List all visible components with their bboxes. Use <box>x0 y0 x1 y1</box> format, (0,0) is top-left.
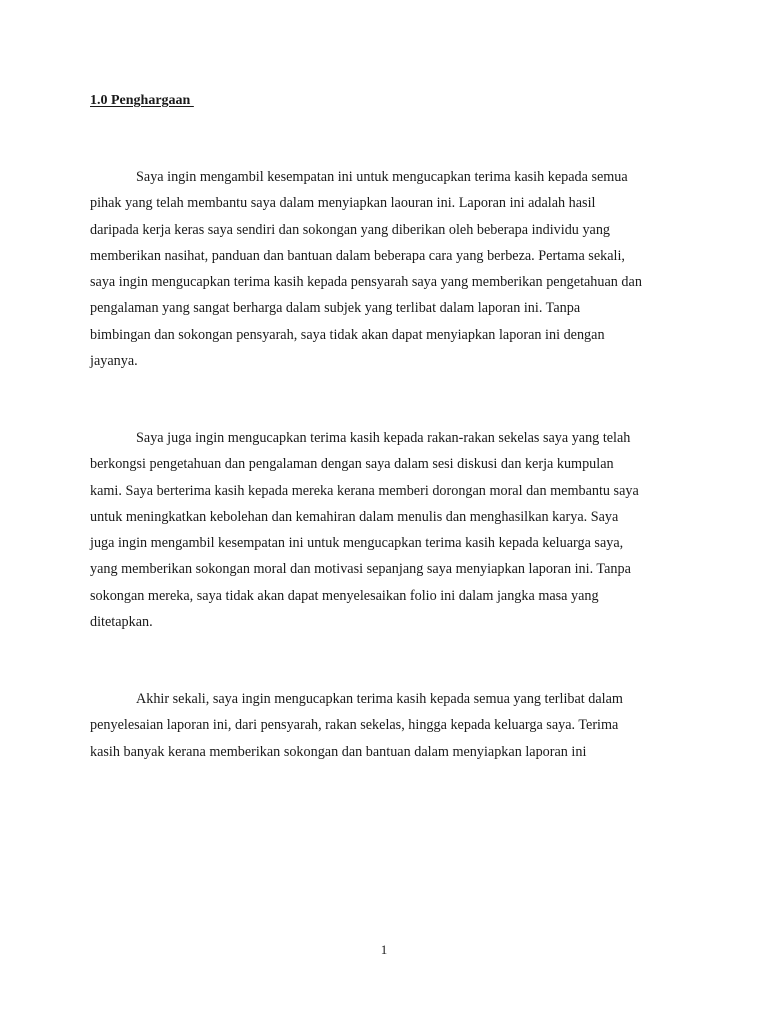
paragraph-line: Saya ingin mengambil kesempatan ini untuk mengucapkan terima kasih kepada semua <box>136 169 628 185</box>
paragraph-line: yang memberikan sokongan moral dan motivasi sepanjang saya menyiapkan laporan ini. Tanpa <box>90 561 631 578</box>
paragraph-line: penyelesaian laporan ini, dari pensyarah, rakan sekelas, hingga kepada keluarga saya. Terima <box>90 717 619 734</box>
paragraph-line: daripada kerja keras saya sendiri dan sokongan yang diberikan oleh beberapa individu yang <box>90 221 611 238</box>
paragraph-line: jayanya. <box>90 353 138 370</box>
paragraph-line: pihak yang telah membantu saya dalam menyiapkan laouran ini. Laporan ini adalah hasil <box>90 195 596 212</box>
paragraph-line: Saya juga ingin mengucapkan terima kasih kepada rakan-rakan sekelas saya yang telah <box>136 430 631 446</box>
paragraph-line: saya ingin mengucapkan terima kasih kepada pensyarah saya yang memberikan pengetahuan dan <box>90 274 642 291</box>
paragraph-line: ditetapkan. <box>90 614 153 631</box>
paragraph-line: kami. Saya berterima kasih kepada mereka kerana memberi dorongan moral dan membantu saya <box>90 482 639 499</box>
paragraph-line: sokongan mereka, saya tidak akan dapat menyelesaikan folio ini dalam jangka masa yang <box>90 587 599 604</box>
paragraph-line: berkongsi pengetahuan dan pengalaman dengan saya dalam sesi diskusi dan kerja kumpulan <box>90 456 614 473</box>
paragraph-2 <box>90 425 690 635</box>
page-number: 1 <box>380 942 388 957</box>
paragraph-line: Akhir sekali, saya ingin mengucapkan terima kasih kepada semua yang terlibat dalam <box>136 691 623 707</box>
paragraph-3 <box>90 686 690 765</box>
paragraph-line: untuk meningkatkan kebolehan dan kemahiran dalam menulis dan menghasilkan karya. Saya <box>90 508 619 525</box>
paragraph-line: juga ingin mengambil kesempatan ini untuk mengucapkan terima kasih kepada keluarga saya, <box>90 535 624 552</box>
paragraph-line: kasih banyak kerana memberikan sokongan dan bantuan dalam menyiapkan laporan ini <box>90 743 587 760</box>
paragraph-1 <box>90 164 690 374</box>
paragraph-line: bimbingan dan sokongan pensyarah, saya tidak akan dapat menyiapkan laporan ini dengan <box>90 326 605 343</box>
paragraph-line: pengalaman yang sangat berharga dalam subjek yang terlibat dalam laporan ini. Tanpa <box>90 300 581 317</box>
paragraph-line: memberikan nasihat, panduan dan bantuan dalam beberapa cara yang berbeza. Pertama sekali, <box>90 247 625 264</box>
section-heading: 1.0 Penghargaan <box>90 93 194 108</box>
